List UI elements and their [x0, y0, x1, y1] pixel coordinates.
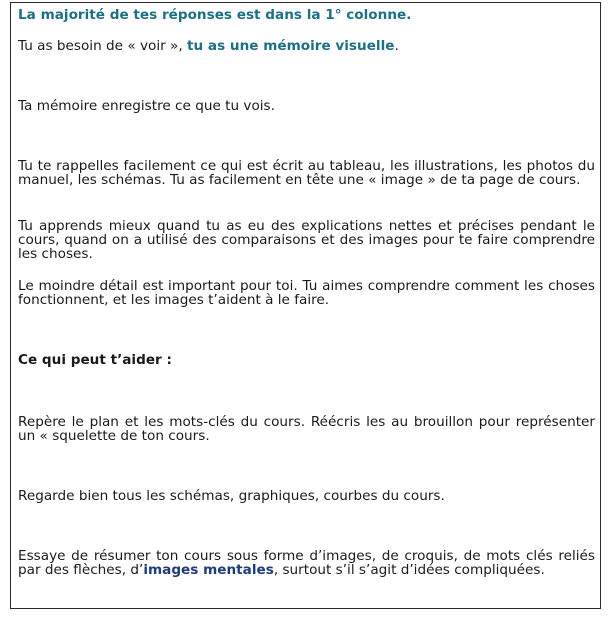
- intro-end: .: [394, 38, 399, 54]
- tip-plan: Repère le plan et les mots-clés du cours. Réécris les au brouillon pour représenter un « squelette de ton cours.: [18, 414, 595, 445]
- intro-paragraph: [18, 39, 595, 53]
- visual-memory-highlight: tu as une mémoire visuelle: [186, 38, 395, 54]
- learning-paragraph: Tu apprends mieux quand tu as eu des explications nettes et précises pendant le cours, quand on a utilisé des comparaisons et des images pour te faire comprendre les choses.: [18, 218, 595, 263]
- tip-diagrams: Regarde bien tous les schémas, graphiques, courbes du cours.: [18, 488, 445, 504]
- memory-paragraph: Ta mémoire enregistre ce que tu vois.: [18, 98, 275, 114]
- detail-paragraph: Le moindre détail est important pour toi. Tu aimes comprendre comment les choses fonctionnent, et les images t’aident à le faire.: [18, 278, 595, 309]
- result-heading: La majorité de tes réponses est dans la 1° colonne.: [18, 7, 412, 23]
- tip-summary-end: , surtout s’il s’agit d’idées compliquées.: [273, 562, 545, 579]
- tip-summary: [18, 549, 595, 577]
- document-frame: [10, 2, 601, 609]
- tip-summary-text: Essaye de résumer ton cours sous forme d’images, de croquis, de mots clés reliés par des flèches, d’: [18, 548, 595, 579]
- mental-images-highlight: images mentales: [143, 562, 274, 579]
- help-heading: Ce qui peut t’aider :: [18, 352, 172, 368]
- recall-paragraph: Tu te rappelles facilement ce qui est écrit au tableau, les illustrations, les photos du manuel, les schémas. Tu as facilement en tête une « image » de ta page de cours.: [18, 158, 595, 189]
- intro-text: Tu as besoin de « voir »,: [18, 38, 187, 54]
